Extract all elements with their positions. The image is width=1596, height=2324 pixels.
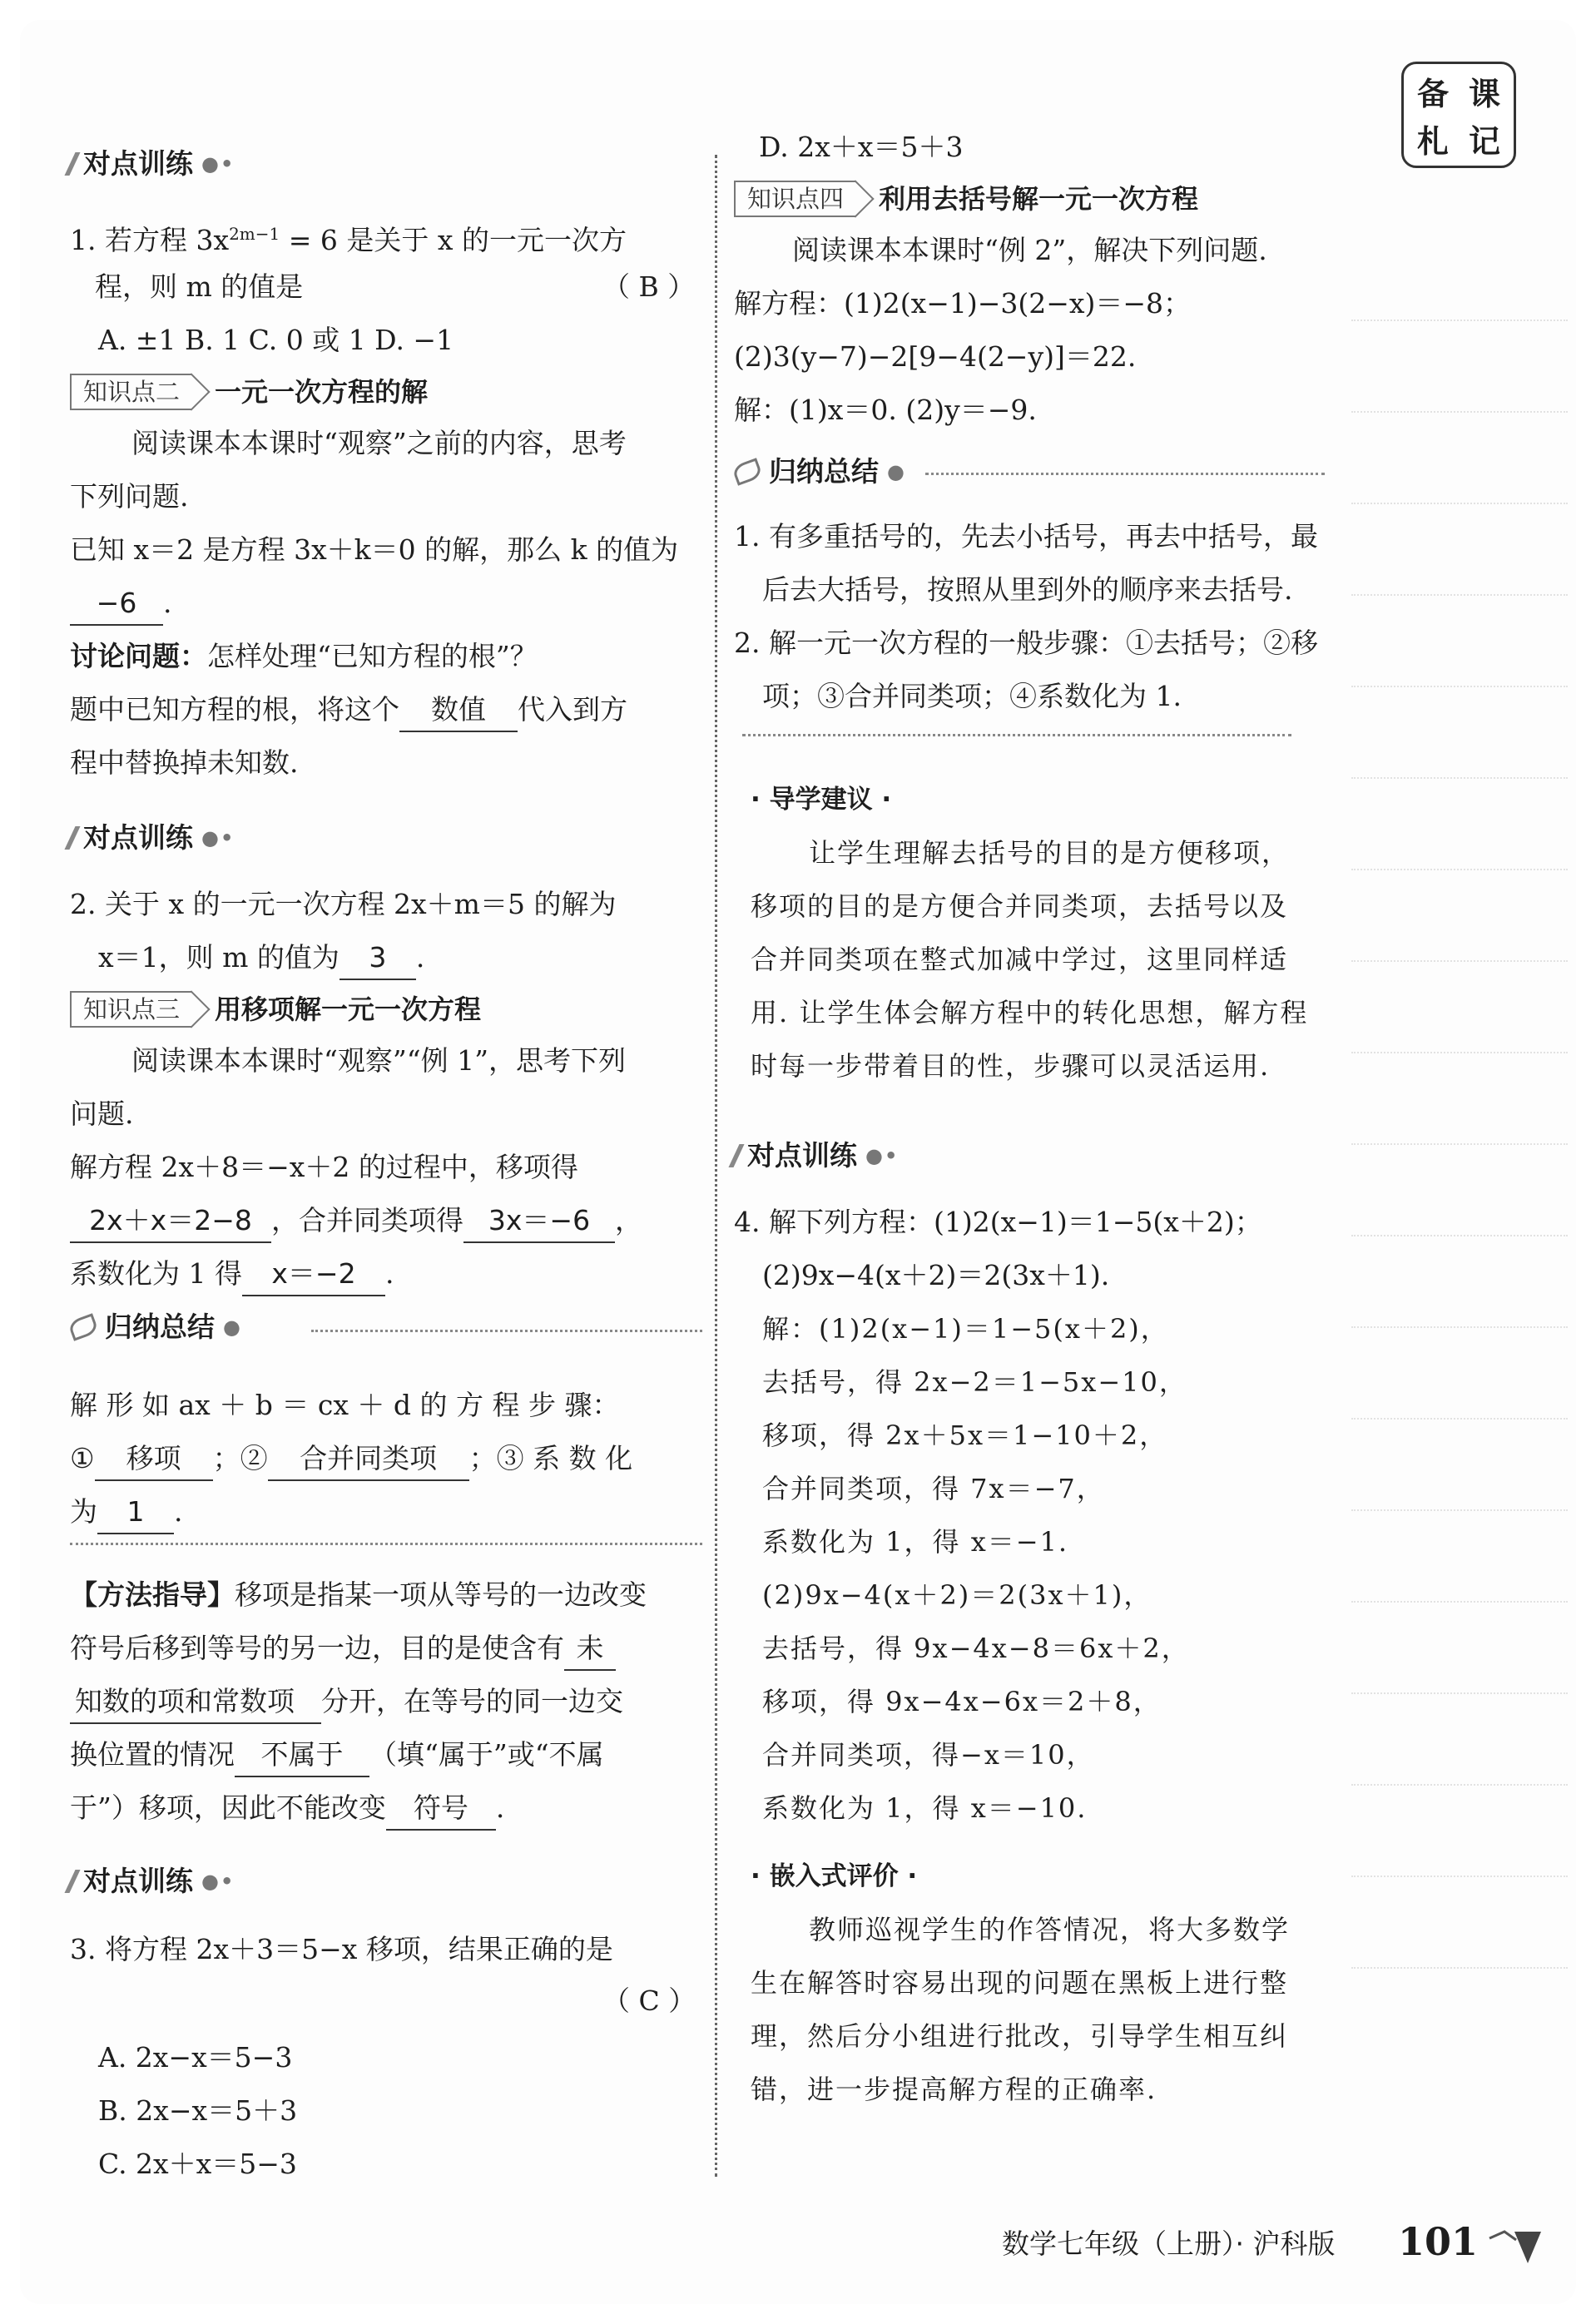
- fill-blank: 未: [564, 1628, 616, 1671]
- kp2-answer-line: −6 .: [70, 582, 172, 626]
- dotted-rule: [742, 734, 1291, 736]
- dotted-rule: [311, 1330, 702, 1332]
- fill-blank: 知数的项和常数项: [70, 1681, 321, 1724]
- eval-text: 错，进一步提高解方程的正确率.: [751, 2074, 1157, 2105]
- summary-blanks: ① 移项 ；② 合并同类项 ；③ 系 数 化: [70, 1438, 632, 1481]
- solution-line: (2)9x−4(x＋2)＝2(3x＋1)，: [762, 1579, 1152, 1611]
- question-1-stem-2: 程，则 m 的值是: [95, 270, 304, 303]
- slash-icon: [728, 1144, 744, 1167]
- method-guide-2: 符号后移到等号的另一边，目的是使含有 未: [70, 1628, 616, 1671]
- fill-blank: 符号: [386, 1787, 496, 1831]
- fill-blank: 不属于: [235, 1734, 369, 1777]
- kp3-text: 阅读课本本课时“观察”“例 1”，思考下列: [131, 1044, 626, 1077]
- section-header: 对点训练 ●•: [70, 143, 235, 185]
- discuss-answer-2: 程中替换掉未知数.: [70, 746, 299, 779]
- kp4-text: (2)3(y−7)−2[9−4(2−y)]＝22.: [734, 340, 1137, 373]
- guide-text: 用. 让学生体会解方程中的转化思想，解方程: [751, 997, 1309, 1028]
- method-guide-5: 于”）移项，因此不能改变 符号 .: [70, 1787, 504, 1831]
- kp3-text: 问题.: [70, 1098, 134, 1130]
- solution-line: 合并同类项，得−x＝10，: [762, 1739, 1095, 1771]
- solution-line: 系数化为 1，得 x＝−1.: [762, 1526, 1069, 1558]
- section-header: 对点训练 ●•: [70, 1861, 235, 1902]
- method-guide: 【方法指导】移项是指某一项从等号的一边改变: [70, 1578, 647, 1611]
- section-header: 对点训练 ●•: [734, 1135, 899, 1177]
- leaf-icon: [731, 458, 763, 485]
- slash-icon: [64, 152, 80, 176]
- kp4-text: 阅读课本本课时“例 2”，解决下列问题.: [792, 234, 1267, 266]
- kp3-text: 解方程 2x＋8＝−x＋2 的过程中，移项得: [70, 1151, 578, 1183]
- kp4-text: 解：(1)x＝0. (2)y＝−9.: [734, 394, 1037, 426]
- slash-icon: [64, 1870, 80, 1893]
- badge-char: 记: [1468, 123, 1500, 160]
- method-guide-3: 知数的项和常数项 分开，在等号的同一边交: [70, 1681, 623, 1724]
- fill-blank: 合并同类项: [268, 1438, 469, 1481]
- summary-header: 归纳总结 ●: [734, 451, 906, 493]
- discuss-question: 讨论问题：怎样处理“已知方程的根”？: [70, 640, 538, 672]
- solution-line: 移项，得 9x−4x−6x＝2＋8，: [762, 1686, 1162, 1717]
- question-1-stem: 1. 若方程 $3x^{2m-1} = 6$ 是关于 x 的一元一次方: [70, 224, 627, 256]
- section-header: 对点训练 ●•: [70, 817, 235, 859]
- summary-text: 后去大括号，按照从里到外的顺序来去括号.: [762, 573, 1293, 606]
- guide-text: 移项的目的是方便合并同类项，去括号以及: [751, 890, 1289, 922]
- eval-text: 理，然后分小组进行批改，引导学生相互纠: [751, 2020, 1289, 2052]
- fill-blank: −6: [70, 582, 163, 626]
- summary-blanks-2: 为 1 .: [70, 1491, 183, 1534]
- fill-blank: 2x＋x＝2−8: [70, 1200, 271, 1243]
- summary-header: 归纳总结 ●: [70, 1306, 242, 1348]
- eval-text: 教师巡视学生的作答情况，将大多数学: [809, 1914, 1291, 1945]
- fill-blank: 移项: [95, 1438, 213, 1481]
- question-4-stem: (2)9x−4(x＋2)＝2(3x＋1).: [762, 1259, 1110, 1291]
- solution-line: 去括号，得 9x−4x−8＝6x＋2，: [762, 1633, 1190, 1664]
- kp3-blanks: 2x＋x＝2−8 ，合并同类项得 3x＝−6 ，: [70, 1200, 642, 1243]
- fill-blank: 3x＝−6: [463, 1200, 615, 1243]
- question-3-option: C. 2x＋x＝5−3: [98, 2148, 297, 2180]
- book-title: 数学七年级（上册）· 沪科版: [1002, 2227, 1336, 2260]
- notes-badge: [1401, 62, 1516, 168]
- knowledge-point-2: 知识点二 一元一次方程的解: [70, 371, 428, 413]
- dotted-rule: [925, 473, 1325, 475]
- fill-blank: 数值: [399, 689, 518, 732]
- page-number: 101: [1398, 2219, 1479, 2264]
- fill-blank: 1: [97, 1491, 174, 1534]
- summary-text: 项；③合并同类项；④系数化为 1.: [762, 680, 1182, 712]
- eval-title: · 嵌入式评价 ·: [751, 1861, 918, 1891]
- question-1-answer: （ B ）: [602, 270, 696, 303]
- leaf-icon: [67, 1313, 99, 1340]
- textbook-page: [20, 20, 1576, 2304]
- badge-char: 课: [1468, 76, 1500, 112]
- corner-arrow-icon: [1486, 2227, 1544, 2268]
- kp3-blanks-2: 系数化为 1 得 x＝−2 .: [70, 1253, 394, 1296]
- slash-icon: [64, 826, 80, 850]
- guide-text: 合并同类项在整式加减中学过，这里同样适: [751, 944, 1289, 975]
- question-3-option: D. 2x＋x＝5＋3: [759, 131, 964, 163]
- badge-char: 札: [1416, 123, 1449, 160]
- question-2-stem-2: x＝1，则 m 的值为 3 .: [98, 937, 424, 980]
- solution-line: 解：(1)2(x−1)＝1−5(x＋2)，: [762, 1313, 1169, 1345]
- question-3-option: B. 2x−x＝5＋3: [98, 2094, 298, 2127]
- question-1-options: A. ±1 B. 1 C. 0 或 1 D. −1: [98, 324, 454, 356]
- column-divider: [715, 155, 717, 2177]
- summary-text: 解 形 如 ax ＋ b ＝ cx ＋ d 的 方 程 步 骤：: [70, 1389, 620, 1421]
- question-3-stem: 3. 将方程 2x＋3＝5−x 移项，结果正确的是: [70, 1933, 613, 1965]
- summary-text: 2. 解一元一次方程的一般步骤：①去括号；②移: [734, 627, 1318, 659]
- fill-blank: 3: [340, 937, 416, 980]
- kp4-text: 解方程：(1)2(x−1)−3(2−x)＝−8；: [734, 287, 1192, 320]
- solution-line: 合并同类项，得 7x＝−7，: [762, 1473, 1105, 1504]
- discuss-answer: 题中已知方程的根，将这个 数值 代入到方: [70, 689, 627, 732]
- guide-text: 让学生理解去括号的目的是方便移项，: [809, 837, 1291, 869]
- knowledge-point-3: 知识点三 用移项解一元一次方程: [70, 989, 481, 1030]
- badge-char: 备: [1416, 76, 1449, 112]
- question-3-answer: （ C ）: [602, 1985, 696, 2017]
- fill-blank: x＝−2: [242, 1253, 385, 1296]
- question-4-stem: 4. 解下列方程：(1)2(x−1)＝1−5(x＋2)；: [734, 1206, 1262, 1238]
- question-2-stem: 2. 关于 x 的一元一次方程 2x＋m＝5 的解为: [70, 888, 617, 920]
- knowledge-point-4: 知识点四 利用去括号解一元一次方程: [734, 178, 1198, 220]
- solution-line: 移项，得 2x＋5x＝1−10＋2，: [762, 1420, 1168, 1451]
- question-3-option: A. 2x−x＝5−3: [98, 2041, 293, 2074]
- kp2-text: 已知 x＝2 是方程 3x＋k＝0 的解，那么 k 的值为: [70, 533, 679, 566]
- guide-text: 时每一步带着目的性，步骤可以灵活运用.: [751, 1050, 1271, 1082]
- solution-line: 系数化为 1，得 x＝−10.: [762, 1792, 1088, 1824]
- dotted-rule: [70, 1543, 702, 1545]
- kp2-text: 下列问题.: [70, 480, 189, 513]
- solution-line: 去括号，得 2x−2＝1−5x−10，: [762, 1366, 1187, 1398]
- kp2-text: 阅读课本本课时“观察”之前的内容，思考: [131, 427, 627, 459]
- method-guide-4: 换位置的情况 不属于 （填“属于”或“不属: [70, 1734, 604, 1777]
- eval-text: 生在解答时容易出现的问题在黑板上进行整: [751, 1967, 1289, 1999]
- summary-text: 1. 有多重括号的，先去小括号，再去中括号，最: [734, 520, 1318, 553]
- guide-title: · 导学建议 ·: [751, 785, 892, 815]
